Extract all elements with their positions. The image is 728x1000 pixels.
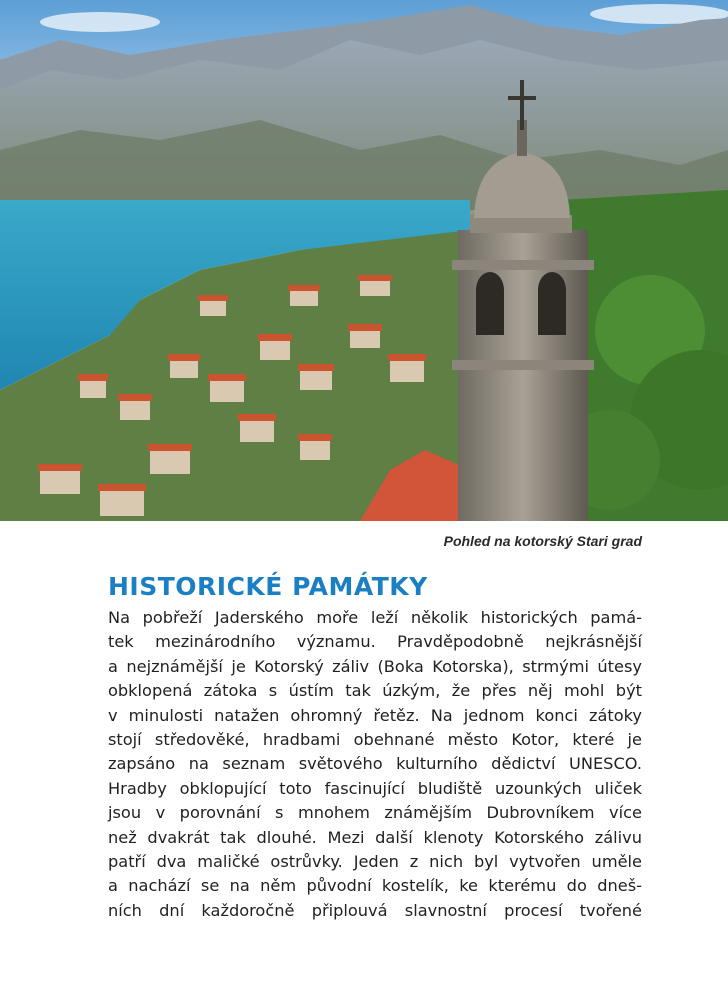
body-paragraph [108,606,642,923]
photo-caption: Pohled na kotorský Stari grad [443,533,642,549]
paragraph-line: Hradby obklopující toto fascinující bludiště uzounkých uliček [108,778,642,798]
paragraph-line: zapsáno na seznam světového kulturního dědictví UNESCO. [108,754,642,774]
paragraph-line: Na pobřeží Jaderského moře leží několik historických pamá- [108,608,642,627]
paragraph-line: obklopená zátoka s ústím tak úzkým, že přes něj mohl být [108,681,642,701]
paragraph-line: jsou v porovnání s mnohem známějším Dubrovníkem více [108,803,642,823]
paragraph-line: a nejznámější je Kotorský záliv (Boka Kotorska), strmými útesy [108,656,642,676]
paragraph-line: a nachází se na něm původní kostelík, ke kterému do dneš- [108,876,642,896]
paragraph-line: patří dva maličké ostrůvky. Jeden z nich byl vytvořen uměle [108,851,642,871]
paragraph-line: než dvakrát tak dlouhé. Mezi další klenoty Kotorského zálivu [108,827,642,847]
section-heading: HISTORICKÉ PAMÁTKY [108,572,428,601]
paragraph-line: ních dní každoročně připlouvá slavnostní procesí tvořené [108,900,642,920]
paragraph-line: v minulosti natažen ohromný řetěz. Na jednom konci zátoky [108,705,642,725]
paragraph-line: tek mezinárodního významu. Pravděpodobně nejkrásnější [108,632,642,652]
paragraph-line: stojí středověké, hradbami obehnané město Kotor, které je [108,729,642,749]
